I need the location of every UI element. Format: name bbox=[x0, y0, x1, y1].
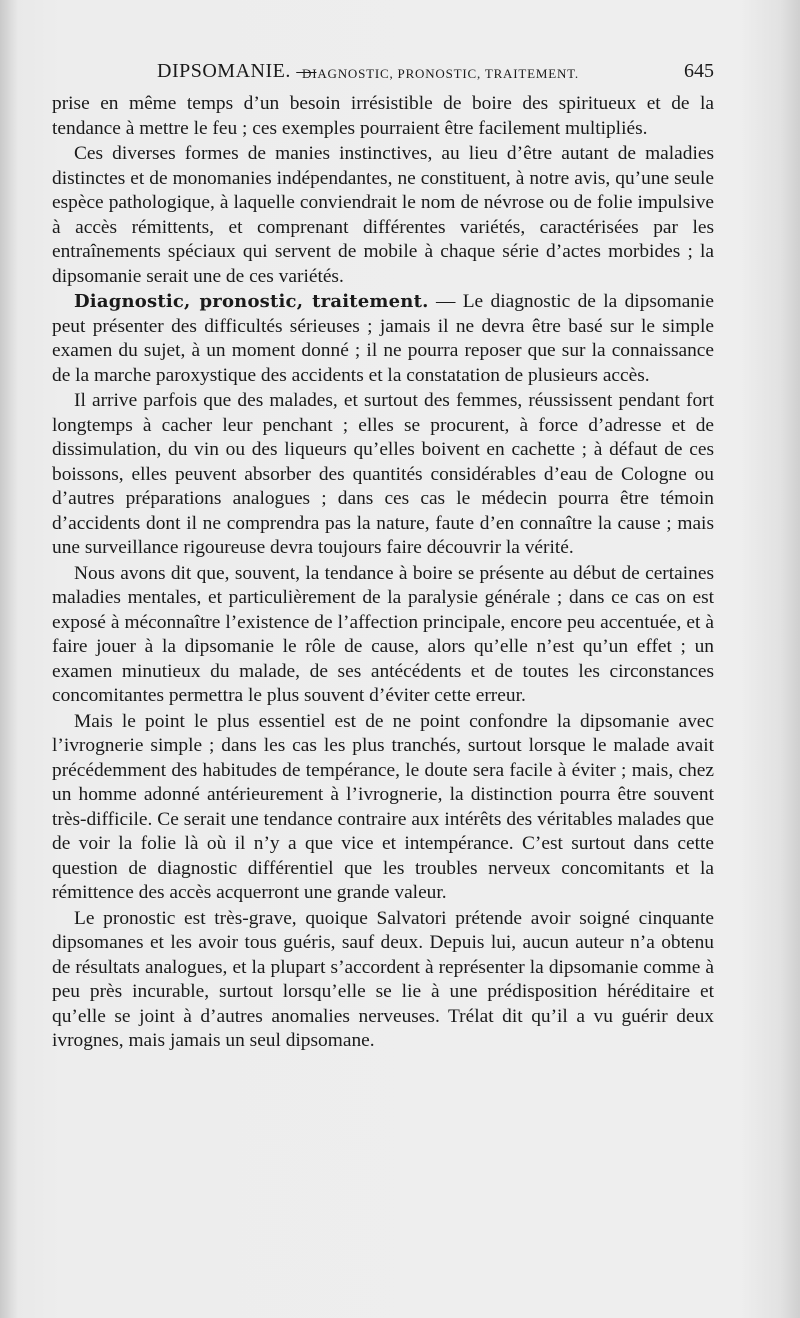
running-header bbox=[52, 60, 714, 88]
page-body bbox=[52, 92, 714, 1054]
section-heading: Diagnostic, pronostic, traitement. bbox=[74, 291, 429, 312]
running-title: DIPSOMANIE. — bbox=[157, 60, 317, 82]
running-subtitle: DIAGNOSTIC, PRONOSTIC, TRAITEMENT. bbox=[302, 66, 579, 81]
paragraph-3-text: — Le diagnostic de la dipsomanie peut présenter des difficultés sérieuses ; jamais il ne devra être basé sur le simple examen du sujet, à un moment donné ; il ne pourra reposer que sur la connaissance de la marche paroxystique des accidents et la constatation de plusieurs accès. bbox=[52, 291, 714, 386]
paragraph-6: Mais le point le plus essentiel est de ne point confondre la dipsomanie avec l’ivrognerie simple ; dans les cas les plus tranchés, surtout lorsque le malade avait précédemment des habitudes de tempérance, le doute sera facile à éviter ; mais, chez un homme adonné antérieurement à l’ivrognerie, la distinction pourra être souvent très-difficile. Ce serait une tendance contraire aux intérêts des véritables malades que de voir la folie là où il n’y a que vice et intempérance. C’est surtout dans cette question de diagnostic différentiel que les troubles nerveux concomitants et la rémittence des accès acquerront une grande valeur. bbox=[52, 710, 714, 903]
page-number: 645 bbox=[684, 60, 714, 82]
paragraph-5: Nous avons dit que, souvent, la tendance à boire se présente au début de certaines maladies mentales, et particulièrement de la paralysie générale ; dans ce cas on est exposé à méconnaître l’existence de l’affection principale, encore peu accentuée, et à faire jouer à la dipsomanie le rôle de cause, alors qu’elle n’est qu’un effet ; un examen minutieux du malade, de ses antécédents et de toutes les circonstances concomitantes permettra le plus souvent d’éviter cette erreur. bbox=[52, 562, 714, 706]
paragraph-7: Le pronostic est très-grave, quoique Salvatori prétende avoir soigné cinquante dipsomanes et les avoir tous guéris, sauf deux. Depuis lui, aucun auteur n’a obtenu de résultats analogues, et la plupart s’accordent à représenter la dipsomanie comme à peu près incurable, surtout lorsqu’elle se lie à une prédisposition héréditaire et qu’elle se joint à d’autres anomalies nerveuses. Trélat dit qu’il a vu guérir deux ivrognes, mais jamais un seul dipsomane. bbox=[52, 907, 714, 1051]
paragraph-2: Ces diverses formes de manies instinctives, au lieu d’être autant de maladies distinctes et de monomanies indépendantes, ne constituent, à notre avis, qu’une seule espèce pathologique, à laquelle conviendrait le nom de névrose ou de folie impulsive à accès rémittents, et comprenant différentes variétés, caractérisées par les entraînements spéciaux qui servent de mobile à chaque série d’actes morbides ; la dipsomanie serait une de ces variétés. bbox=[52, 143, 714, 287]
paragraph-3 bbox=[52, 290, 714, 388]
paragraph-4: Il arrive parfois que des malades, et surtout des femmes, réussissent pendant fort longtemps à cacher leur penchant ; elles se procurent, à force d’adresse et de dissimulation, du vin ou des liqueurs qu’elles boivent en cachette ; à défaut de ces boissons, elles peuvent absorber des quantités considérables d’eau de Cologne ou d’autres préparations analogues ; dans ces cas le médecin pourra être témoin d’accidents dont il ne comprendra pas la nature, faute d’en connaître la cause ; mais une surveillance rigoureuse devra toujours faire découvrir la vérité. bbox=[52, 390, 714, 558]
paragraph-1: prise en même temps d’un besoin irrésistible de boire des spiritueux et de la tendance à mettre le feu ; ces exemples pourraient être facilement multipliés. bbox=[52, 93, 714, 139]
